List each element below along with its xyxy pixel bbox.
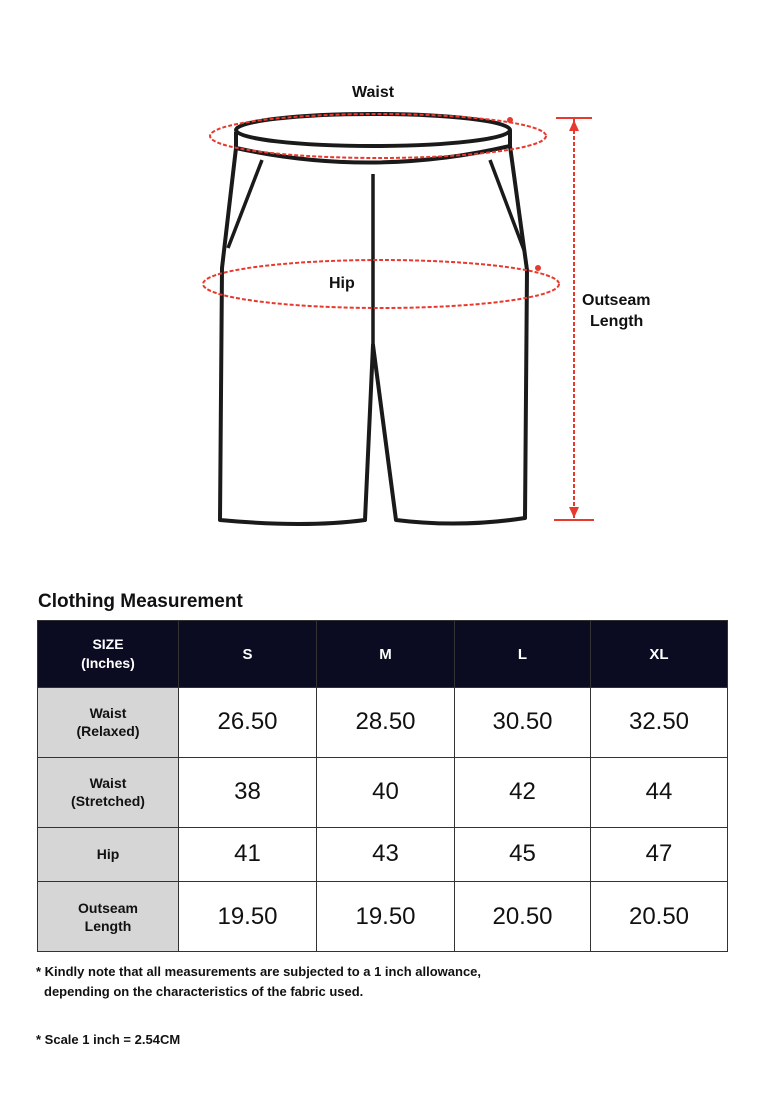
- value-cell: 19.50: [179, 882, 317, 952]
- value-cell: 40: [317, 757, 455, 827]
- value-cell: 32.50: [591, 688, 728, 758]
- allowance-note-line1: * Kindly note that all measurements are subjected to a 1 inch allowance,: [36, 964, 482, 979]
- table-title: Clothing Measurement: [38, 591, 243, 612]
- allowance-note-line2: depending on the characteristics of the fabric used.: [44, 984, 364, 999]
- value-cell: 47: [591, 827, 728, 882]
- row-label-hip: [38, 827, 179, 882]
- value-cell: 41: [179, 827, 317, 882]
- value-cell: 30.50: [455, 688, 591, 758]
- scale-note: * Scale 1 inch = 2.54CM: [36, 1032, 181, 1047]
- outseam-top-arrow: [569, 120, 579, 131]
- hip-label: Hip: [329, 275, 355, 292]
- size-m-header: M: [317, 621, 455, 688]
- size-s-header: S: [179, 621, 317, 688]
- value-cell: 45: [455, 827, 591, 882]
- value-cell: 26.50: [179, 688, 317, 758]
- outseam-label-line1: Outseam: [582, 292, 651, 309]
- table-row: [38, 827, 728, 882]
- value-cell: 42: [455, 757, 591, 827]
- outseam-bottom-arrow: [569, 507, 579, 518]
- row-label-line1: Outseam: [78, 899, 138, 916]
- waist-measure-marker: [507, 117, 513, 123]
- value-cell: 38: [179, 757, 317, 827]
- table-row: [38, 757, 728, 827]
- value-cell: 43: [317, 827, 455, 882]
- value-cell: 20.50: [591, 882, 728, 952]
- table-row: [38, 688, 728, 758]
- hip-measure-ring: [203, 260, 559, 308]
- row-label-line2: Length: [84, 917, 132, 934]
- row-label-line1: Waist: [89, 775, 127, 792]
- row-label-waist-relaxed: [38, 688, 179, 758]
- value-cell: 28.50: [317, 688, 455, 758]
- row-label-line1: Waist: [89, 705, 127, 722]
- row-label-line2: (Relaxed): [76, 723, 140, 740]
- row-label-waist-stretched: [38, 757, 179, 827]
- value-cell: 20.50: [455, 882, 591, 952]
- row-label-outseam-length: [38, 882, 179, 952]
- value-cell: 19.50: [317, 882, 455, 952]
- size-header-cell: [38, 621, 179, 688]
- size-xl-header: XL: [591, 621, 728, 688]
- size-header-line1: SIZE: [92, 636, 124, 652]
- size-table: [37, 620, 728, 952]
- value-cell: 44: [591, 757, 728, 827]
- table-row: [38, 882, 728, 952]
- row-label-line2: (Stretched): [71, 793, 145, 810]
- size-l-header: L: [455, 621, 591, 688]
- waist-label: Waist: [352, 84, 395, 101]
- outseam-label-line2: Length: [590, 313, 644, 330]
- size-header-line2: (Inches): [81, 655, 135, 671]
- table-header-row: [38, 621, 728, 688]
- hip-measure-marker: [535, 265, 541, 271]
- row-label-line1: Hip: [96, 846, 120, 863]
